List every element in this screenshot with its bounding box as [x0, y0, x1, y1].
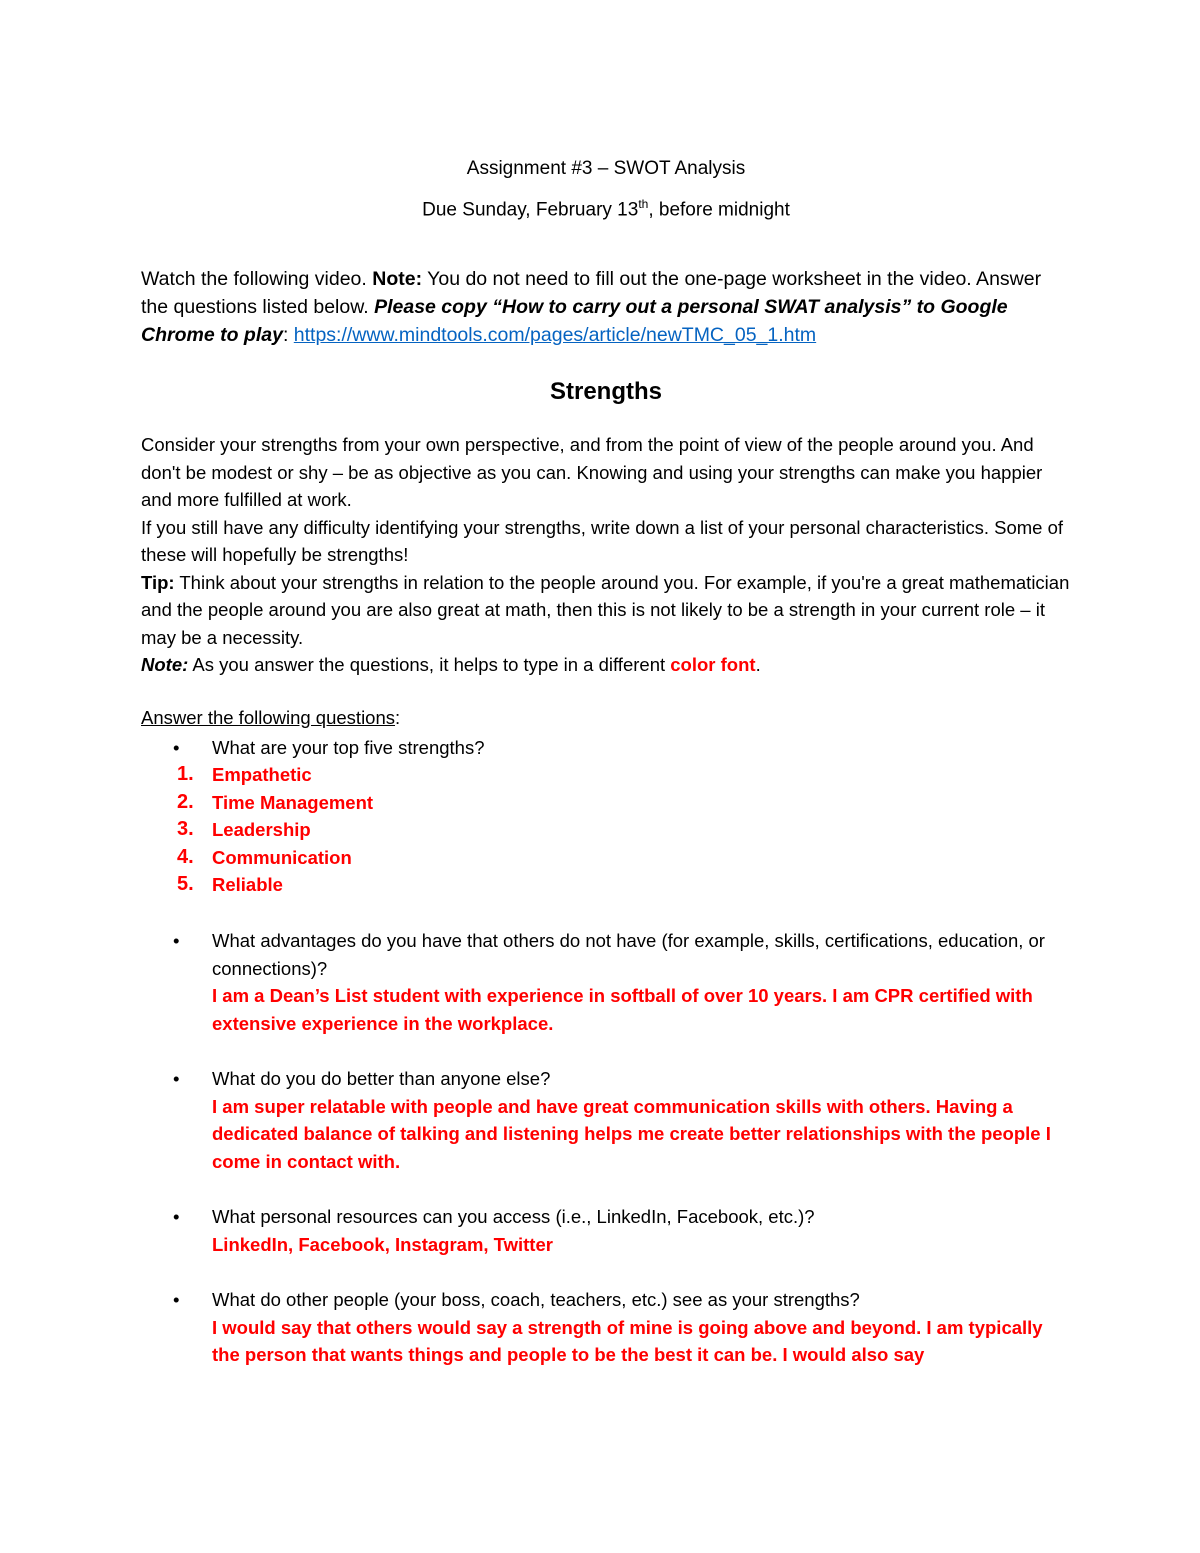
assignment-title: Assignment #3 – SWOT Analysis: [466, 158, 746, 179]
list-item: [141, 1065, 1071, 1175]
note-text: As you answer the questions, it helps to type in a different: [188, 654, 671, 675]
bullet-icon: •: [173, 1289, 180, 1310]
bullet-icon: •: [173, 737, 180, 758]
list-item: [141, 789, 1071, 817]
question-top-strengths: What are your top five strengths?: [212, 737, 485, 758]
question-advantages: What advantages do you have that others do not have (for example, skills, certifications, education, or connections)?: [212, 930, 1045, 979]
intro-text: Watch the following video.: [141, 268, 373, 290]
list-number: 3.: [177, 818, 194, 840]
tip-label: Tip:: [141, 571, 175, 593]
intro-text-2: You do not need to fill out the one-page worksheet in the video. Answer the questions listed below.: [141, 268, 1042, 318]
list-item: [141, 1203, 1071, 1258]
paragraph-perspective: Consider your strengths from your own perspective, and from the point of view of the people around you. And don't be modest or shy – be as objective as you can. Knowing and using your strengths can make you happier and more fulfilled at work.: [141, 434, 1043, 510]
note-red-text: color font: [670, 654, 756, 675]
strengths-description: [141, 431, 1071, 679]
question-list-5: [141, 1286, 1071, 1369]
tip-text: Think about your strengths in relation to the people around you. For example, if you're a great mathematician and the people around you are also great at math, then this is not likely to be a strength in your current role – it may be a necessity.: [141, 571, 1070, 648]
note-label: Note:: [141, 654, 189, 675]
list-item: [141, 871, 1071, 899]
list-item: [141, 816, 1071, 844]
list-item: [141, 927, 1071, 1037]
strength-item: Leadership: [212, 819, 311, 840]
list-item: [141, 734, 1071, 762]
strength-item: Time Management: [212, 791, 374, 813]
answer-advantages: I am a Dean’s List student with experience in softball of over 10 years. I am CPR certified with extensive experience in the workplace.: [212, 985, 1033, 1034]
question-others-see: What do other people (your boss, coach, teachers, etc.) see as your strengths?: [212, 1289, 860, 1310]
top-strengths-list: [141, 761, 1071, 899]
intro-note-label: Note:: [372, 268, 423, 290]
question-list-1: [141, 734, 1071, 762]
strength-item: Reliable: [212, 874, 283, 895]
strength-item: Empathetic: [212, 764, 312, 785]
question-personal-resources: What personal resources can you access (i.e., LinkedIn, Facebook, etc.)?: [212, 1206, 815, 1227]
question-list-2: [141, 927, 1071, 1037]
answer-others-see: I would say that others would say a strength of mine is going above and beyond. I am typically the person that wants things and people to be the best it can be. I would also say: [212, 1316, 1043, 1365]
answer-heading-colon: :: [395, 707, 401, 728]
question-list-3: [141, 1065, 1071, 1175]
list-item: [141, 1286, 1071, 1369]
due-date-text: Due Sunday, February 13: [422, 199, 639, 221]
bullet-icon: •: [173, 1206, 180, 1227]
answer-heading: [141, 707, 400, 729]
list-number: 2.: [177, 790, 194, 813]
answer-better-than-others: I am super relatable with people and have great communication skills with others. Having a dedicated balance of talking and listening helps me create better relationships with the people I come in contact with.: [212, 1095, 1051, 1172]
paragraph-note: [141, 651, 1071, 679]
bullet-icon: •: [173, 1068, 180, 1089]
paragraph-tip: [141, 569, 1071, 652]
strength-item: Communication: [212, 846, 352, 868]
question-list-4: [141, 1203, 1071, 1258]
list-number: 1.: [177, 763, 194, 785]
due-date: [141, 197, 1071, 221]
answer-personal-resources: LinkedIn, Facebook, Instagram, Twitter: [212, 1233, 553, 1255]
section-heading-strengths: Strengths: [549, 378, 662, 405]
paragraph-difficulty: If you still have any difficulty identifying your strengths, write down a list of your personal characteristics. Some of these will hopefully be strengths!: [141, 516, 1064, 565]
due-date-suffix: , before midnight: [648, 199, 790, 221]
video-link[interactable]: https://www.mindtools.com/pages/article/newTMC_05_1.htm: [293, 324, 817, 346]
note-end: .: [755, 654, 761, 675]
list-item: [141, 761, 1071, 789]
intro-paragraph: [141, 265, 1071, 349]
list-number: 5.: [177, 873, 194, 895]
list-number: 4.: [177, 845, 194, 868]
list-item: [141, 844, 1071, 872]
question-better-than-others: What do you do better than anyone else?: [212, 1068, 551, 1089]
answer-heading-text: Answer the following questions: [141, 707, 396, 728]
due-date-superscript: th: [638, 197, 649, 211]
bullet-icon: •: [173, 930, 180, 951]
intro-colon: :: [282, 324, 294, 346]
intro-emphasis: Please copy “How to carry out a personal SWAT analysis” to Google Chrome to play: [141, 296, 1008, 346]
